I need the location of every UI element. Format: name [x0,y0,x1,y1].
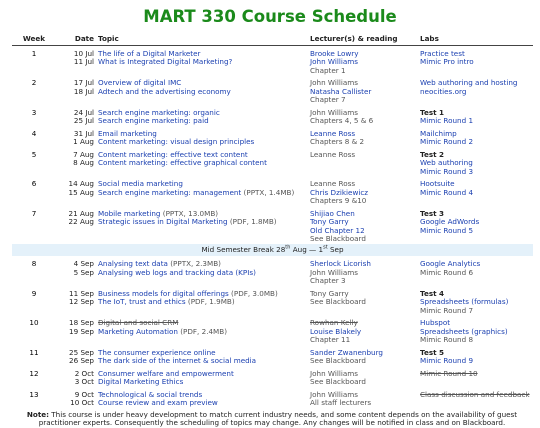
lab-item: Mimic Round 8 [420,335,474,344]
lecturer-item: John Williams [310,368,358,378]
lecturer-item: Chapters 4, 5 & 6 [310,116,374,125]
table-row [12,366,533,387]
topic-line [98,88,306,97]
table-row [12,105,533,126]
lab-item[interactable]: Google Analytics [420,259,481,268]
week-number: 8 [31,259,37,268]
schedule-table [12,35,533,408]
table-row [12,147,533,177]
lecturer-item: See Blackboard [310,356,366,365]
lab-item[interactable]: Spreadsheets (graphics) [420,326,508,336]
week-number: 1 [31,48,37,58]
lecturer-item: All staff lecturers [310,398,372,407]
topic-link[interactable]: Analysing text data [98,259,168,268]
labs-cell [418,345,533,366]
lab-item: Mimic Round 7 [420,305,474,315]
lecturer-item[interactable]: Natasha Callister [310,86,372,96]
lecturer-item: John Williams [310,267,358,277]
lab-item[interactable]: Web authoring and hosting [420,78,518,87]
mid-semester-break [12,244,533,257]
topic-link[interactable]: Mobile marketing [98,208,161,218]
lecturer-item: See Blackboard [310,377,366,386]
topic-link[interactable]: What is Integrated Digital Marketing? [98,57,233,66]
topic-line [98,357,306,366]
lab-item: Test 4 [420,288,445,298]
lab-item[interactable]: Mimic Round 9 [420,356,474,365]
topic-link[interactable]: Digital Marketing Ethics [98,377,184,386]
session-date: 1 Aug [73,137,94,146]
labs-cell [418,256,533,286]
lecturer-item: Chapter 3 [310,276,346,285]
lecturer-item: Chapter 1 [310,65,346,75]
labs-cell [418,105,533,126]
file-info: (PPTX, 1.4MB) [241,187,295,197]
lecturer-item: Chapters 8 & 2 [310,137,365,146]
topic-link[interactable]: Course review and exam preview [98,398,218,407]
break-text-post: Sep [327,244,344,254]
lecturer-cell [308,75,418,105]
session-date: 10 Oct [70,398,94,407]
note-text: This course is under heavy development to match current industry needs, and some content depends on the availability of guest practitioner experts. Consequently the scheduling of topics may change. Any changes will be notified in class and on Blackboard. [38,409,518,427]
week-number: 7 [31,208,37,218]
labs-cell [418,147,533,177]
lecturer-cell [308,45,418,75]
table-row [12,315,533,345]
table-row [12,126,533,147]
session-date: 7 Aug [73,149,94,159]
topic-link: Digital and social CRM [98,318,179,327]
table-row [12,206,533,244]
date-cell [56,256,96,286]
topic-line [98,298,306,307]
lab-item: Mimic Round 10 [420,368,478,378]
lecturer-item: See Blackboard [310,234,366,243]
lecturer-cell [308,147,418,177]
table-row [12,387,533,408]
lecturer-item: See Blackboard [310,297,366,306]
session-date: 31 Jul [73,128,94,138]
file-info: (PDF, 2.4MB) [177,326,227,336]
topic-link[interactable]: Content marketing: visual design principles [98,137,255,146]
table-row [12,286,533,316]
date-cell [56,147,96,177]
topic-link[interactable]: Consumer welfare and empowerment [98,368,234,378]
table-row [12,176,533,206]
lecturer-cell [308,256,418,286]
session-date: 4 Sep [73,259,94,268]
file-info: (PPTX, 2.3MB) [167,259,221,268]
lab-item[interactable]: Hootsuite [420,179,455,188]
topic-link[interactable]: Adtech and the advertising economy [98,86,231,96]
break-text-sup1: th [285,244,291,251]
lecturer-cell [308,345,418,366]
break-text-sup2: st [323,244,328,251]
lecturer-item: Tony Garry [310,288,349,298]
lab-item[interactable]: Spreadsheets (formulas) [420,297,509,306]
topic-link[interactable]: Business models for digital offerings [98,288,229,298]
week-number: 6 [31,179,37,188]
header-labs: Labs [418,35,533,45]
session-date: 12 Sep [69,297,94,306]
session-date: 11 Sep [69,288,94,298]
lecturer-cell [308,176,418,206]
session-date: 19 Sep [69,326,94,336]
table-row [12,45,533,75]
date-cell [56,387,96,408]
lecturer-item[interactable]: Tony Garry [310,217,349,226]
topic-cell [96,176,308,206]
topic-line [98,218,306,227]
topic-link[interactable]: Overview of digital IMC [98,78,182,87]
session-date: 21 Aug [68,208,94,218]
session-date: 24 Jul [73,107,94,117]
lecturer-cell [308,387,418,408]
lab-item[interactable]: Mimic Pro intro [420,57,474,66]
topic-cell [96,315,308,345]
session-date: 15 Aug [68,187,94,197]
lecturer-item[interactable]: Sherlock Licorish [310,259,371,268]
file-info: (PDF, 3.0MB) [228,288,278,298]
lecturer-item[interactable]: Louise Blakely [310,326,362,336]
lab-item[interactable]: neocities.org [420,86,467,96]
topic-line [98,58,306,67]
labs-cell [418,286,533,316]
session-date: 18 Jul [73,86,94,96]
file-info: (PDF, 1.8MB) [227,217,277,226]
file-info: (PDF, 1.9MB) [185,297,235,306]
lecturer-item: Rowhan Kelly [310,318,358,327]
lecturer-cell [308,206,418,244]
lab-item: Test 3 [420,208,445,218]
topic-link[interactable]: The IoT, trust and ethics [98,297,186,306]
lab-item: Class discussion and feedback [420,389,530,399]
session-date: 10 Jul [73,48,94,58]
date-cell [56,126,96,147]
labs-cell [418,315,533,345]
lecturer-item[interactable]: Leanne Ross [310,128,356,138]
lab-item[interactable]: Mimic Round 4 [420,187,474,197]
header-week: Week [12,35,56,45]
topic-link[interactable]: Content marketing: effective text content [98,149,248,159]
header-date: Date [56,35,96,45]
topic-cell [96,147,308,177]
lecturer-cell [308,105,418,126]
labs-cell [418,366,533,387]
break-text-pre: Mid Semester Break 28 [201,244,286,254]
session-date: 18 Sep [69,318,94,327]
session-date: 25 Sep [69,347,94,357]
topic-cell [96,366,308,387]
topic-cell [96,126,308,147]
topic-cell [96,45,308,75]
lecturer-cell [308,126,418,147]
header-topic: Topic [96,35,308,45]
lab-item[interactable]: Mimic Round 5 [420,225,474,235]
date-cell [56,75,96,105]
topic-line [98,269,306,278]
topic-link[interactable]: Analysing web logs and tracking data (KPIs) [98,267,256,277]
topic-link[interactable]: Social media marketing [98,179,183,188]
lecturer-item[interactable]: Sander Zwanenburg [310,347,383,357]
schedule-body [12,45,533,408]
session-date: 26 Sep [69,356,94,365]
lecturer-item: Chapter 7 [310,95,346,104]
lecturer-cell [308,366,418,387]
labs-cell [418,387,533,408]
date-cell [56,105,96,126]
date-cell [56,206,96,244]
lab-item[interactable]: Practice test [420,48,465,58]
date-cell [56,176,96,206]
header-row [12,35,533,45]
topic-link[interactable]: Email marketing [98,128,157,138]
topic-link[interactable]: The consumer experience online [98,347,216,357]
session-date: 25 Jul [73,116,94,125]
lab-item: Test 1 [420,107,445,117]
topic-link[interactable]: Search engine marketing: organic [98,107,220,117]
lab-item: Test 5 [420,347,445,357]
topic-cell [96,206,308,244]
topic-link[interactable]: Strategic issues in Digital Marketing [98,217,228,226]
lecturer-item: John Williams [310,107,358,117]
session-date: 11 Jul [73,57,94,66]
lecturer-item[interactable]: John Williams [310,57,358,66]
session-date: 8 Aug [73,158,94,167]
file-info: (PPTX, 13.0MB) [160,208,219,218]
week-number: 11 [29,347,39,357]
topic-line [98,189,306,198]
topic-cell [96,286,308,316]
topic-cell [96,256,308,286]
topic-link[interactable]: Technological & social trends [98,389,203,399]
week-number: 12 [29,368,39,378]
header-lecturer: Lecturer(s) & reading [308,35,418,45]
lecturer-item: John Williams [310,389,358,399]
lecturer-item: Leanne Ross [310,149,356,159]
lecturer-item[interactable]: Old Chapter 12 [310,225,365,235]
session-date: 22 Aug [68,217,94,226]
topic-link[interactable]: Content marketing: effective graphical content [98,158,267,167]
labs-cell [418,176,533,206]
topic-cell [96,387,308,408]
lecturer-item[interactable]: Chris Dzikiewicz [310,187,369,197]
topic-line [98,378,306,387]
week-number: 3 [31,107,37,117]
lab-item[interactable]: Mimic Round 1 [420,116,474,125]
week-number: 9 [31,288,37,298]
lecturer-item: Chapters 9 &10 [310,196,367,205]
topic-link[interactable]: The dark side of the internet & social media [98,356,257,365]
session-date: 3 Oct [74,377,94,386]
topic-link[interactable]: Search engine marketing: paid [98,116,209,125]
date-cell [56,45,96,75]
week-number: 10 [29,318,39,327]
week-number: 5 [31,149,37,159]
week-number: 4 [31,128,37,138]
topic-line [98,399,306,408]
lab-item[interactable]: Google AdWords [420,217,480,226]
labs-cell [418,206,533,244]
course-note [12,411,532,428]
date-cell [56,345,96,366]
note-label: Note: [26,409,49,419]
topic-link[interactable]: The life of a Digital Marketer [98,48,201,58]
labs-cell [418,45,533,75]
table-row [12,75,533,105]
lab-item: Mimic Round 6 [420,267,474,277]
mid-semester-break-row [12,244,533,257]
lab-item[interactable]: Mimic Round 2 [420,137,474,146]
lecturer-item: Chapter 11 [310,335,351,344]
lab-item: Test 2 [420,149,445,159]
lab-item[interactable]: Web authoring [420,158,473,167]
session-date: 5 Sep [73,267,94,277]
topic-line [98,159,306,168]
lab-item[interactable]: Mimic Round 3 [420,166,474,176]
lecturer-item: John Williams [310,78,358,87]
table-row [12,256,533,286]
topic-cell [96,75,308,105]
session-date: 2 Oct [74,368,94,378]
session-date: 17 Jul [73,78,94,87]
lecturer-item[interactable]: Shijiao Chen [310,208,355,218]
week-number: 13 [29,389,39,399]
labs-cell [418,126,533,147]
session-date: 9 Oct [74,389,94,399]
date-cell [56,366,96,387]
page-title: MART 330 Course Schedule [143,7,397,26]
topic-line [98,328,306,337]
break-text-mid: Aug — 1 [290,244,324,254]
labs-cell [418,75,533,105]
topic-line [98,117,306,126]
topic-cell [96,105,308,126]
topic-link[interactable]: Marketing Automation [98,326,178,336]
topic-cell [96,345,308,366]
lab-item[interactable]: Mailchimp [420,128,457,138]
lecturer-cell [308,286,418,316]
table-row [12,345,533,366]
lecturer-item: Leanne Ross [310,179,356,188]
lab-item[interactable]: Hubspot [420,318,451,327]
week-number: 2 [31,78,37,87]
lecturer-cell [308,315,418,345]
topic-line [98,138,306,147]
session-date: 14 Aug [68,179,94,188]
topic-link[interactable]: Search engine marketing: management [98,187,242,197]
date-cell [56,315,96,345]
date-cell [56,286,96,316]
lecturer-item[interactable]: Brooke Lowry [310,48,359,58]
